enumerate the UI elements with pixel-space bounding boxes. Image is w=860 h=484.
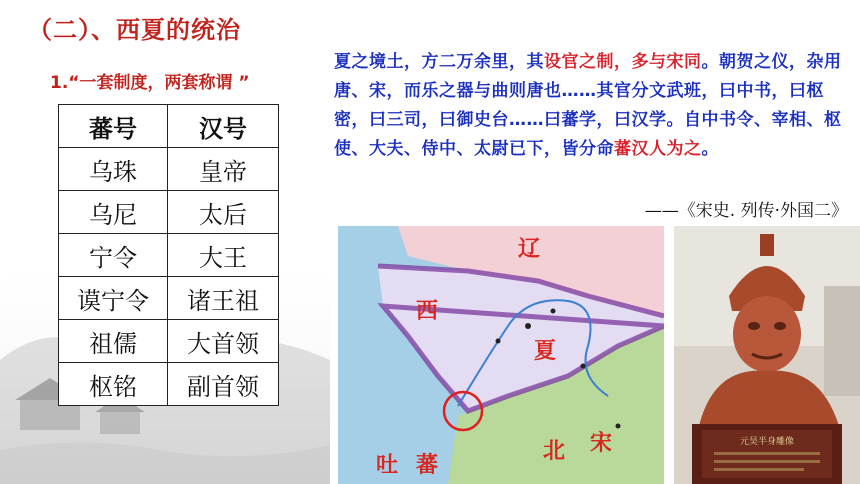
quote-highlight: 蕃汉人为之 — [614, 139, 702, 159]
table-row — [59, 191, 279, 234]
table-cell: 枢铭 — [59, 363, 168, 406]
yuanhao-statue-photo — [674, 226, 860, 484]
table-header-cell: 蕃号 — [59, 105, 168, 148]
quote-text: 。朝贺之仪，杂用唐、宋，而乐之器与曲则唐也……其官分文武班，曰中书，曰枢密，曰三司，曰御史台……曰蕃学，曰汉学。自中书令、宰相、枢使、大夫、侍中、太尉已下，皆分命 — [334, 52, 842, 159]
table-row — [59, 148, 279, 191]
table-row — [59, 277, 279, 320]
table-cell: 大王 — [168, 234, 279, 277]
map-label-xia: 夏 — [534, 339, 557, 364]
historical-quote — [334, 48, 854, 164]
slide-title: （二）、西夏的统治 — [28, 16, 241, 44]
table-header-row — [59, 105, 279, 148]
table-cell: 太后 — [168, 191, 279, 234]
table-cell: 皇帝 — [168, 148, 279, 191]
table-row — [59, 320, 279, 363]
title-comparison-table — [58, 104, 279, 406]
table-cell: 谟宁令 — [59, 277, 168, 320]
map-label-tubo: 吐 — [376, 453, 399, 478]
table-cell: 乌珠 — [59, 148, 168, 191]
table-cell: 诸王祖 — [168, 277, 279, 320]
slide-subtitle: 1.“一套制度，两套称谓 ” — [50, 73, 250, 93]
map-label-tubo: 蕃 — [416, 453, 439, 478]
map-label-bei: 北 — [543, 439, 566, 464]
table-row — [59, 234, 279, 277]
statue-plaque: 元昊半身雕像 — [739, 437, 795, 447]
table-cell: 乌尼 — [59, 191, 168, 234]
xixia-map — [338, 226, 664, 484]
table-cell: 副首领 — [168, 363, 279, 406]
quote-text: 夏之境土，方二万余里，其 — [334, 52, 544, 72]
quote-text: 。 — [701, 139, 719, 159]
table-cell: 大首领 — [168, 320, 279, 363]
table-cell: 宁令 — [59, 234, 168, 277]
quote-source: ——《宋史. 列传·外国二》 — [644, 201, 848, 221]
map-label-xi: 西 — [416, 299, 439, 324]
table-cell: 祖儒 — [59, 320, 168, 363]
map-label-liao: 辽 — [518, 237, 541, 262]
quote-highlight: 设官之制，多与宋同 — [544, 52, 702, 72]
map-label-song: 宋 — [590, 431, 613, 456]
table-row — [59, 363, 279, 406]
table-header-cell: 汉号 — [168, 105, 279, 148]
